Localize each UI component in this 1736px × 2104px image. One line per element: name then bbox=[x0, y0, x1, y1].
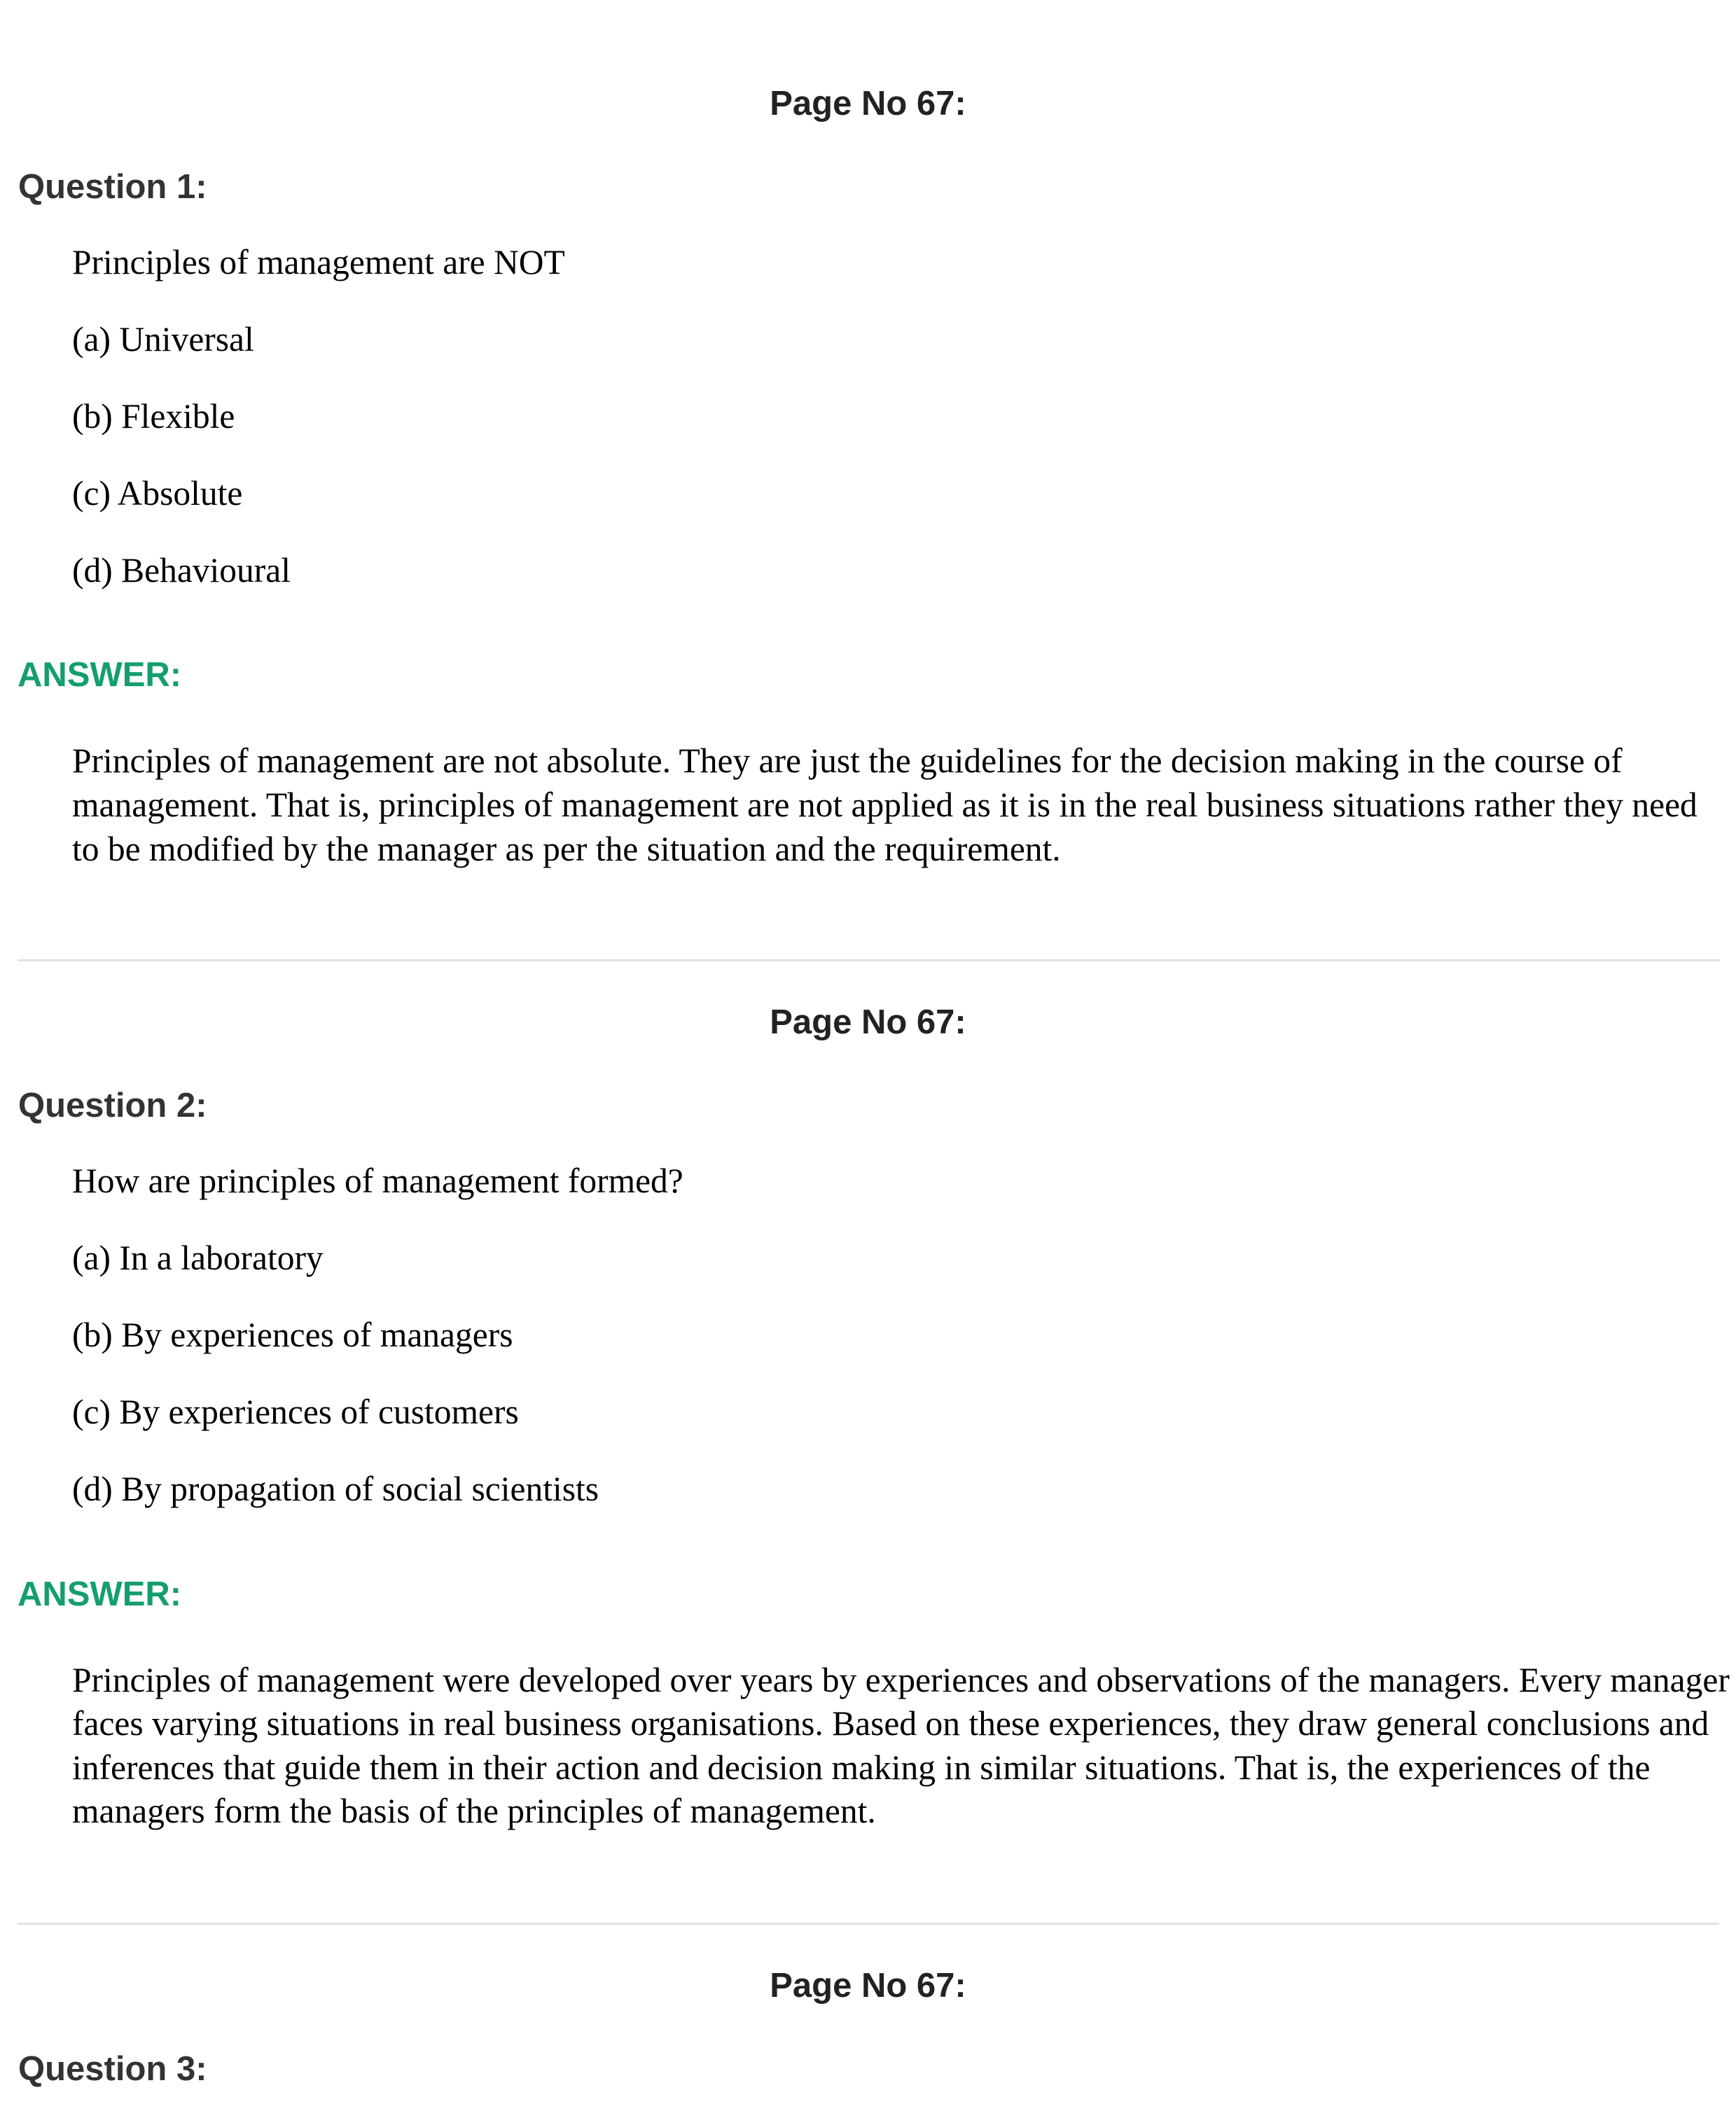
answer-heading: ANSWER: bbox=[18, 656, 182, 694]
question-heading: Question 3: bbox=[18, 2050, 207, 2088]
option-b: (b) By experiences of managers bbox=[72, 1316, 513, 1354]
option-c: (c) By experiences of customers bbox=[72, 1393, 519, 1431]
option-c: (c) Absolute bbox=[72, 474, 243, 513]
option-a: (a) Universal bbox=[72, 320, 254, 358]
section-divider bbox=[18, 959, 1719, 961]
question-heading: Question 1: bbox=[18, 168, 207, 206]
page-number-heading: Page No 67: bbox=[770, 85, 966, 123]
question-text: How are principles of management formed? bbox=[72, 1162, 683, 1200]
question-heading: Question 2: bbox=[18, 1087, 207, 1124]
page-number-heading: Page No 67: bbox=[770, 1967, 966, 2005]
question-text: Principles of management are NOT bbox=[72, 243, 565, 281]
option-d: (d) By propagation of social scientists bbox=[72, 1470, 599, 1508]
page-number-heading: Page No 67: bbox=[770, 1003, 966, 1041]
answer-text: Principles of management are not absolute. They are just the guidelines for the decision making in the course of management. That is, principles of management are not applied as it is in the real business situations rather they need to be modified by the manager as per the situation and the requirement. bbox=[72, 741, 1697, 868]
section-divider bbox=[18, 1923, 1719, 1925]
option-b: (b) Flexible bbox=[72, 397, 235, 436]
answer-text: Principles of management were developed over years by experiences and observations of the managers. Every manager faces varying situations in real business organisations. Based on these experiences, they draw general conclusions and inferences that guide them in their action and decision making in similar situations. That is, the experiences of the managers form the basis of the principles of management. bbox=[72, 1661, 1730, 1830]
answer-heading: ANSWER: bbox=[18, 1575, 182, 1613]
option-a: (a) In a laboratory bbox=[72, 1239, 324, 1277]
option-d: (d) Behavioural bbox=[72, 551, 291, 590]
